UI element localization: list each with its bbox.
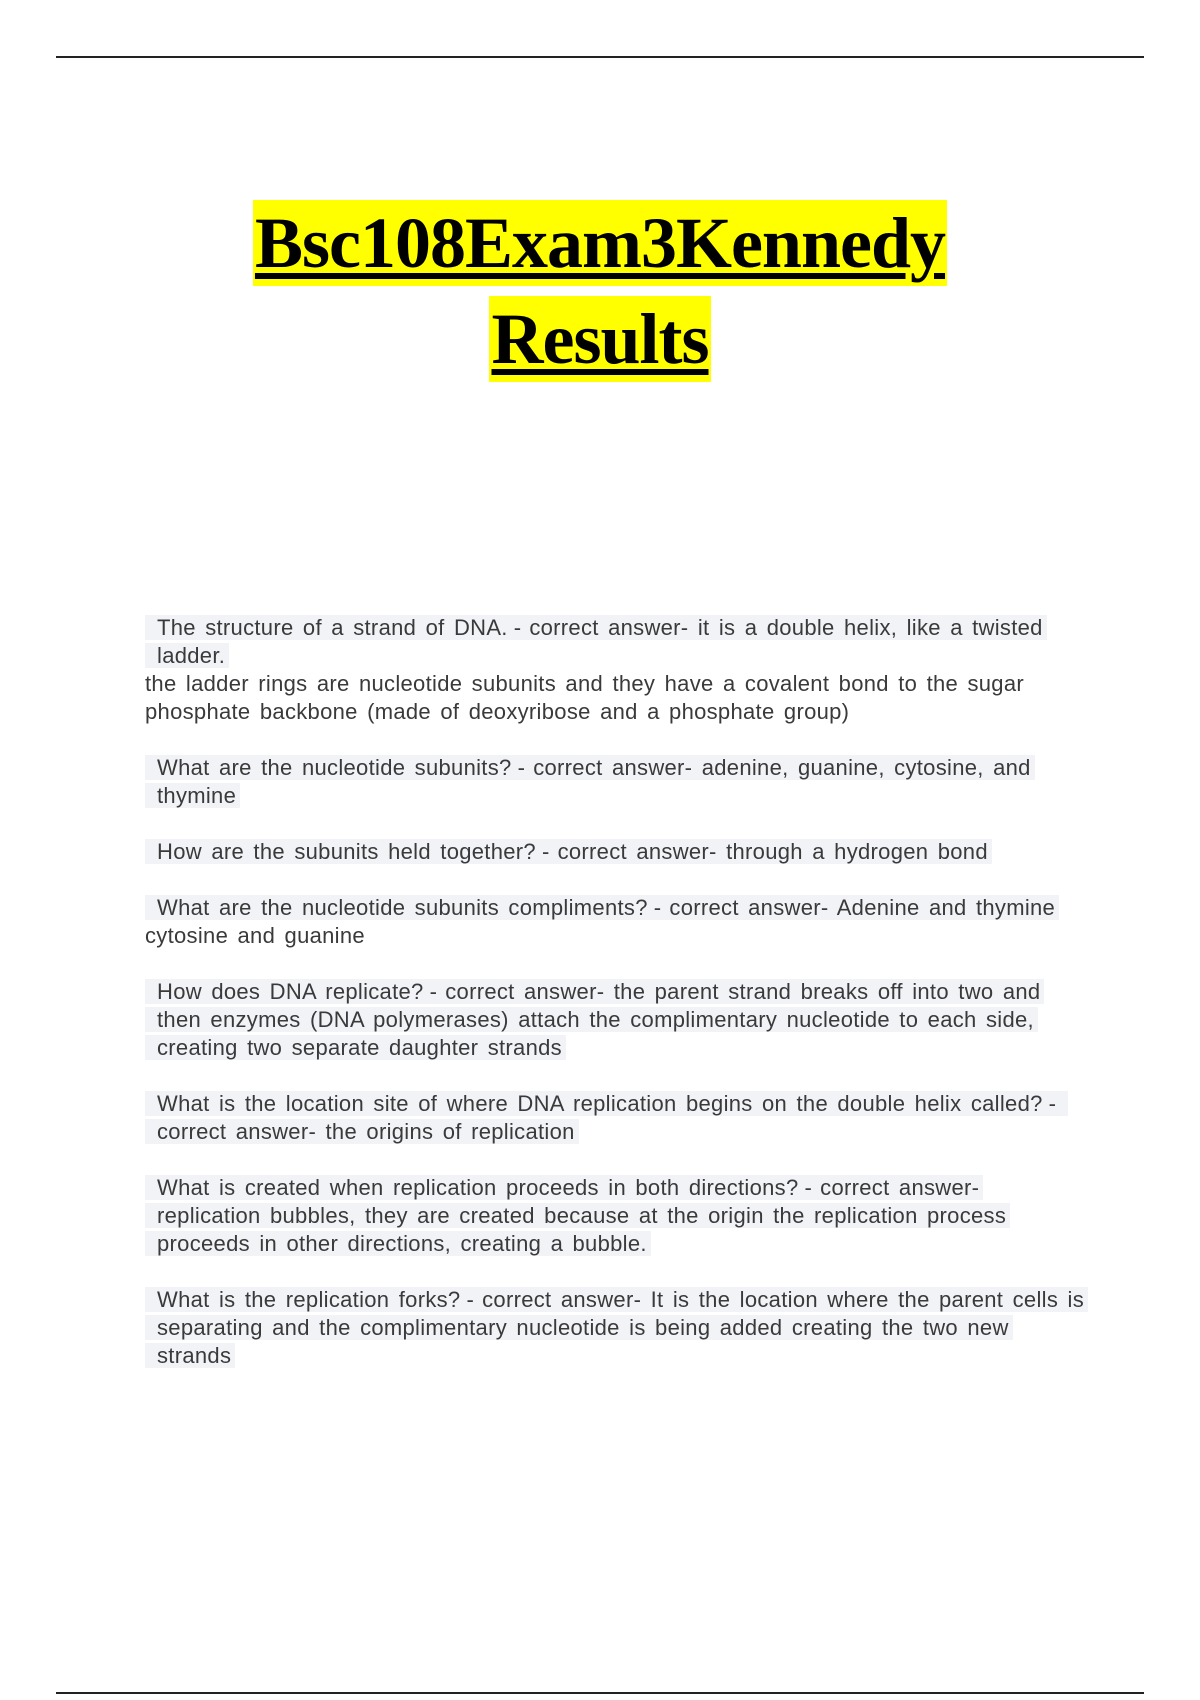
separator: - [466,1287,475,1312]
answer-prefix: correct answer- [533,755,693,780]
qa-item [145,754,1090,810]
answer-prefix: correct answer- [557,839,717,864]
question-text: How are the subunits held together? [157,839,536,864]
qa-text [145,1091,1068,1144]
answer-text: It is the location where the parent cells is separating and the complimentary nucleotide is being added creating the two new strands [157,1287,1085,1368]
qa-item [145,1174,1090,1258]
qa-list [145,614,1090,1398]
question-text: What is created when replication proceeds in both directions? [157,1175,799,1200]
question-text: How does DNA replicate? [157,979,424,1004]
separator: - [804,1175,813,1200]
qa-item [145,978,1090,1062]
qa-item [145,838,1090,866]
answer-text: it is a double helix, like a twisted ladder. [157,615,1043,668]
answer-text: Adenine and thymine [836,895,1056,920]
answer-text: adenine, guanine, cytosine, and thymine [157,755,1031,808]
answer-text: through a hydrogen bond [726,839,988,864]
qa-text [145,615,1047,668]
answer-prefix: correct answer- [820,1175,980,1200]
question-text: What is the replication forks? [157,1287,461,1312]
separator: - [517,755,526,780]
title-line-2: Results [489,296,710,382]
header-rule [56,56,1144,58]
qa-item [145,614,1090,726]
separator: - [429,979,438,1004]
question-text: What are the nucleotide subunits? [157,755,512,780]
answer-prefix: correct answer- [529,615,689,640]
qa-text [145,839,992,864]
answer-text: replication bubbles, they are created because at the origin the replication process proceeds in other directions, creating a bubble. [157,1203,1007,1256]
separator: - [513,615,522,640]
question-text: What is the location site of where DNA replication begins on the double helix called? [157,1091,1043,1116]
continuation-text: the ladder rings are nucleotide subunits and they have a covalent bond to the sugar phosphate backbone (made of deoxyribose and a phosphate group) [145,671,1025,724]
question-text: What are the nucleotide subunits compliments? [157,895,648,920]
qa-text [145,1287,1088,1368]
qa-text [145,1175,1010,1256]
title-line-1: Bsc108Exam3Kennedy [253,200,947,286]
answer-prefix: correct answer- [669,895,829,920]
answer-text: the parent strand breaks off into two and then enzymes (DNA polymerases) attach the complimentary nucleotide to each side, creating two separate daughter strands [157,979,1041,1060]
separator: - [653,895,662,920]
qa-item [145,1286,1090,1370]
separator: - [1048,1091,1057,1116]
answer-text: the origins of replication [325,1119,575,1144]
qa-text [145,979,1044,1060]
separator: - [541,839,550,864]
qa-item [145,894,1090,950]
footer-rule [56,1692,1144,1694]
qa-text [145,895,1059,920]
question-text: The structure of a strand of DNA. [157,615,508,640]
document-title [0,200,1200,382]
qa-text [145,755,1035,808]
answer-prefix: correct answer- [445,979,605,1004]
qa-item [145,1090,1090,1146]
answer-prefix: correct answer- [157,1119,317,1144]
continuation-text: cytosine and guanine [145,923,365,948]
answer-prefix: correct answer- [482,1287,642,1312]
